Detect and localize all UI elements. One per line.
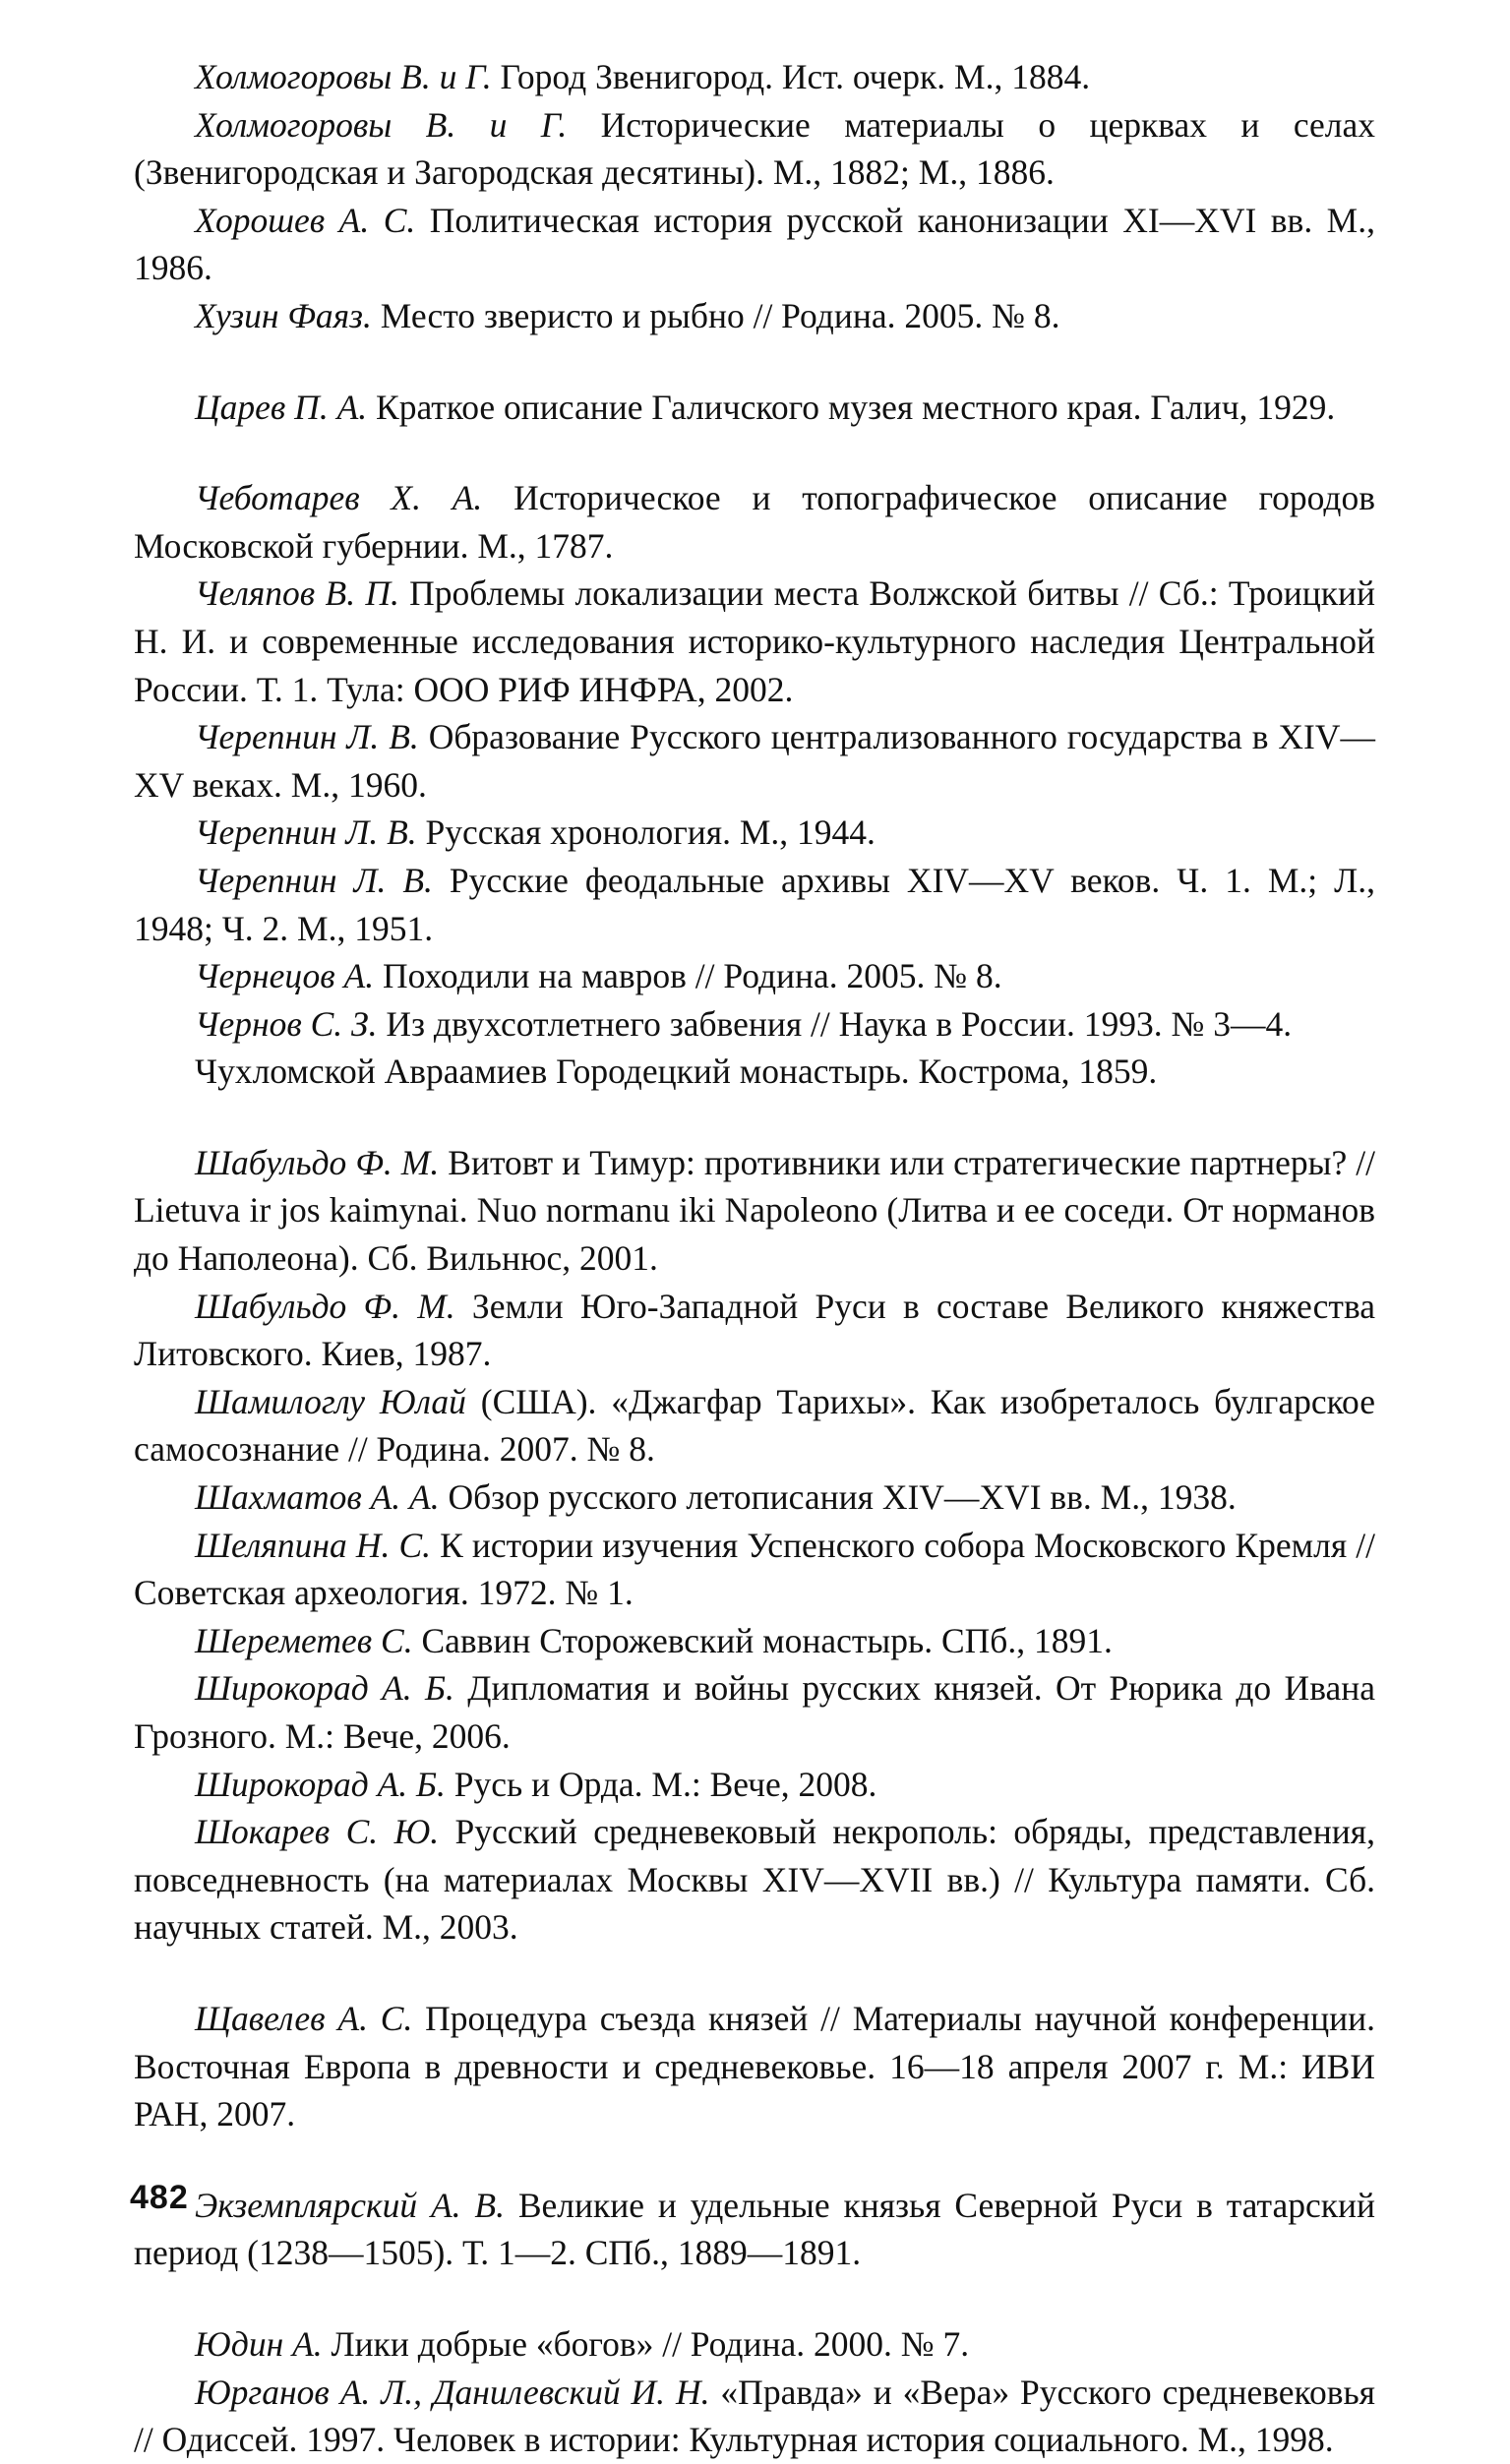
bibliography-entry <box>134 292 1375 340</box>
entry-text: Обзор русского летописания XIV—XVI вв. М., 1938. <box>439 1477 1237 1518</box>
entry-text: (США). «Джагфар Тарихы». Как изобреталось булгарское самосознание // Родина. 2007. № 8. <box>134 1381 1375 1470</box>
entry-text: Походили на мавров // Родина. 2005. № 8. <box>374 956 1002 996</box>
bibliography-entry <box>134 1522 1375 1617</box>
entry-author: Юрганов А. Л., Данилевский И. Н. <box>195 2372 710 2412</box>
entry-author: Широкорад А. Б. <box>195 1764 446 1804</box>
bibliography-entry <box>134 2369 1375 2464</box>
bibliography-entry <box>134 474 1375 570</box>
entry-author: Щавелев А. С. <box>195 1998 413 2038</box>
entry-text: Чухломской Авраамиев Городецкий монастырь. Кострома, 1859. <box>195 1052 1158 1092</box>
entry-author: Хорошев А. С. <box>195 200 416 240</box>
entry-author: Экземплярский А. В. <box>195 2185 505 2225</box>
bibliography-entry <box>134 197 1375 292</box>
entry-text: Политическая история русской канонизации XI—XVI вв. М., 1986. <box>134 200 1375 288</box>
entry-author: Шереметев С. <box>195 1620 413 1660</box>
entry-text: Русские феодальные архивы XIV—XV веков. Ч. 1. М.; Л., 1948; Ч. 2. М., 1951. <box>134 860 1375 948</box>
bibliography-entry <box>134 1617 1375 1665</box>
entry-author: Царев П. А. <box>195 387 368 427</box>
entry-author: Шабульдо Ф. М. <box>195 1286 455 1326</box>
entry-text: Великие и удельные князья Северной Руси в татарский период (1238—1505). Т. 1—2. СПб., 1889—1891. <box>134 2185 1375 2273</box>
bibliography-entry <box>134 1139 1375 1283</box>
bibliography-entry <box>134 101 1375 197</box>
bibliography-entry <box>134 1048 1375 1096</box>
bibliography-entry <box>134 1761 1375 1809</box>
entry-text: Исторические материалы о церквах и селах (Звенигородская и Загородская десятины). М., 1882; М., 1886. <box>134 104 1375 193</box>
entry-author: Шабульдо Ф. М. <box>195 1142 440 1182</box>
bibliography-entry <box>134 2182 1375 2277</box>
entry-text: Саввин Сторожевский монастырь. СПб., 1891. <box>412 1620 1113 1660</box>
bibliography-entry <box>134 570 1375 713</box>
bibliography-entry <box>134 1000 1375 1049</box>
bibliography-entry <box>134 1473 1375 1522</box>
entry-author: Юдин А. <box>195 2323 323 2364</box>
bibliography-entry <box>134 1378 1375 1473</box>
entry-author: Черепнин Л. В. <box>195 812 417 853</box>
bibliography-entry <box>134 713 1375 809</box>
entry-author: Широкорад А. Б. <box>195 1668 454 1709</box>
entry-author: Холмогоровы В. и Г. <box>195 104 568 145</box>
entry-author: Шокарев С. Ю. <box>195 1812 440 1852</box>
bibliography-entry <box>134 1808 1375 1952</box>
entry-author: Хузин Фаяз. <box>195 295 372 335</box>
entry-author: Челяпов В. П. <box>195 573 399 614</box>
bibliography-page <box>134 53 1375 2464</box>
entry-text: Место зверисто и рыбно // Родина. 2005. № 8. <box>371 295 1060 335</box>
bibliography-entry <box>134 809 1375 857</box>
entry-text: Земли Юго-Западной Руси в составе Великого княжества Литовского. Киев, 1987. <box>134 1286 1375 1374</box>
entry-text: Историческое и топографическое описание городов Московской губернии. М., 1787. <box>134 478 1375 566</box>
entry-text: Город Звенигород. Ист. очерк. М., 1884. <box>491 57 1091 96</box>
bibliography-entry <box>134 1664 1375 1760</box>
entry-text: Дипломатия и войны русских князей. От Рюрика до Ивана Грозного. М.: Вече, 2006. <box>134 1668 1375 1756</box>
entry-text: Русь и Орда. М.: Вече, 2008. <box>445 1764 877 1804</box>
bibliography-entry <box>134 384 1375 432</box>
entry-text: Лики добрые «богов» // Родина. 2000. № 7. <box>322 2323 970 2364</box>
entry-text: «Правда» и «Вера» Русского средневековья // Одиссей. 1997. Человек в истории: Культурная история социального. М., 1998. <box>134 2372 1375 2460</box>
page-number: 482 <box>130 2179 189 2216</box>
entry-text: К истории изучения Успенского собора Московского Кремля // Советская археология. 1972. № 1. <box>134 1525 1375 1613</box>
bibliography-entry <box>134 1995 1375 2138</box>
bibliography-entry <box>134 857 1375 952</box>
entry-text: Витовт и Тимур: противники или стратегические партнеры? // Lietuva ir jos kaimynai. Nuo normanu iki Napoleono (Литва и ее соседи. От норманов до Наполеона). Сб. Вильнюс, 2001. <box>134 1142 1375 1279</box>
entry-text: Образование Русского централизованного государства в XIV—XV веках. М., 1960. <box>134 717 1375 805</box>
entry-text: Процедура съезда князей // Материалы научной конференции. Восточная Европа в древности и средневековье. 16—18 апреля 2007 г. М.: ИВИ РАН, 2007. <box>134 1998 1375 2134</box>
entry-author: Холмогоровы В. и Г. <box>195 57 492 96</box>
entry-author: Черепнин Л. В. <box>195 860 433 900</box>
entry-author: Шеляпина Н. С. <box>195 1525 432 1565</box>
entry-author: Шамилоглу Юлай <box>195 1381 466 1421</box>
entry-text: Проблемы локализации места Волжской битвы // Сб.: Троицкий Н. И. и современные исследования историко-культурного наследия Центральной России. Т. 1. Тула: ООО РИФ ИНФРА, 2002. <box>134 573 1375 709</box>
entry-author: Черепнин Л. В. <box>195 717 419 757</box>
entry-text: Русская хронология. М., 1944. <box>416 812 876 853</box>
bibliography-entry <box>134 2320 1375 2369</box>
bibliography-entry <box>134 952 1375 1000</box>
bibliography-entry <box>134 1283 1375 1378</box>
entry-author: Чернов С. З. <box>195 1003 378 1044</box>
bibliography-entry <box>134 53 1375 101</box>
entry-text: Краткое описание Галичского музея местного края. Галич, 1929. <box>367 387 1336 427</box>
entry-text: Из двухсотлетнего забвения // Наука в России. 1993. № 3—4. <box>377 1003 1293 1044</box>
entry-author: Чернецов А. <box>195 956 375 996</box>
entry-author: Шахматов А. А. <box>195 1477 440 1518</box>
entry-text: Русский средневековый некрополь: обряды, представления, повседневность (на материалах Москвы XIV—XVII вв.) // Культура памяти. Сб. научных статей. М., 2003. <box>134 1812 1375 1948</box>
entry-author: Чеботарев Х. А. <box>195 478 483 518</box>
